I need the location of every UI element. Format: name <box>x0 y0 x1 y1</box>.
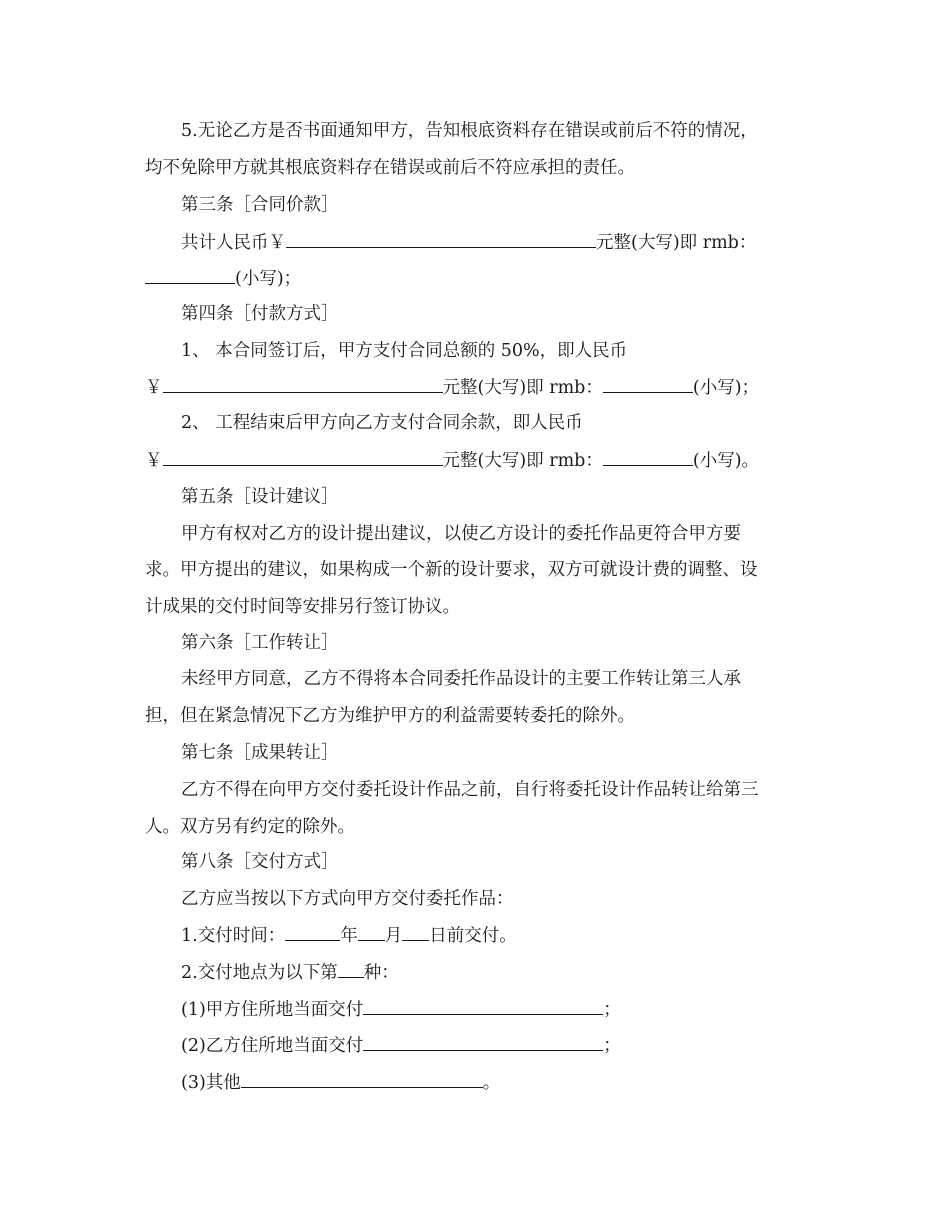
article-6-heading: 第六条［工作转让］ <box>181 633 339 653</box>
clause-5-line-2: 均不免除甲方就其根底资料存在错误或前后不符应承担的责任。 <box>145 158 635 178</box>
option-1-label: (1)甲方住所地当面交付 <box>181 1000 364 1020</box>
option-1-punct: ； <box>603 1000 621 1020</box>
payment-2-lowercase-blank <box>603 447 693 466</box>
delivery-place-line <box>181 959 399 986</box>
payment-2-rmb-label: 元整(大写)即 rmb： <box>442 451 603 471</box>
article-8-heading: 第八条［交付方式］ <box>181 852 339 872</box>
option-2-blank <box>363 1032 603 1051</box>
article-7-line-1: 乙方不得在向甲方交付委托设计作品之前，自行将委托设计作品转让给第三 <box>181 780 759 800</box>
delivery-place-label: 2.交付地点为以下第 <box>181 963 338 983</box>
yen-sign: ￥ <box>145 451 163 471</box>
article-6-line-1: 未经甲方同意，乙方不得将本合同委托作品设计的主要工作转让第三人承 <box>181 669 741 689</box>
payment-1-uppercase-blank <box>163 374 443 393</box>
clause-5-line-1: 5.无论乙方是否书面通知甲方，告知根底资料存在错误或前后不符的情况， <box>181 121 758 141</box>
option-2-line <box>181 1032 621 1059</box>
month-blank <box>358 922 385 941</box>
payment-1-line: 1、 本合同签订后，甲方支付合同总额的 50%，即人民币 <box>181 341 628 361</box>
article-7-line-2: 人。双方另有约定的除外。 <box>145 817 355 837</box>
yen-sign: ￥ <box>145 378 163 398</box>
price-lowercase-label: (小写)； <box>235 269 302 289</box>
article-5-line-3: 计成果的交付时间等安排另行签订协议。 <box>145 597 460 617</box>
payment-1-rmb-label: 元整(大写)即 rmb： <box>442 378 603 398</box>
price-rmb-label: 元整(大写)即 rmb： <box>596 233 757 253</box>
option-2-punct: ； <box>603 1036 621 1056</box>
article-7-heading: 第七条［成果转让］ <box>181 743 339 763</box>
article-8-intro: 乙方应当按以下方式向甲方交付委托作品： <box>181 889 514 909</box>
payment-2-lowercase-label: (小写)。 <box>692 451 760 471</box>
payment-1-amount-line <box>145 374 759 401</box>
payment-2-uppercase-blank <box>163 447 443 466</box>
month-label: 月 <box>384 926 403 946</box>
payment-2-line: 2、 工程结束后甲方向乙方支付合同余款，即人民币 <box>181 413 583 433</box>
article-5-heading: 第五条［设计建议］ <box>181 487 339 507</box>
option-suffix: 种： <box>363 963 399 983</box>
year-blank <box>285 922 340 941</box>
option-2-label: (2)乙方住所地当面交付 <box>181 1036 364 1056</box>
price-lowercase-blank <box>145 265 235 284</box>
payment-1-lowercase-blank <box>603 374 693 393</box>
option-3-line <box>181 1069 500 1096</box>
option-1-line <box>181 996 621 1023</box>
article-3-heading: 第三条［合同价款］ <box>181 195 339 215</box>
year-label: 年 <box>340 926 358 946</box>
article-5-line-2: 求。甲方提出的建议，如果构成一个新的设计要求，双方可就设计费的调整、设 <box>145 560 758 580</box>
option-3-label: (3)其他 <box>181 1073 241 1093</box>
day-label: 日前交付。 <box>429 926 517 946</box>
day-blank <box>402 922 429 941</box>
option-3-punct: 。 <box>482 1073 501 1093</box>
article-5-line-1: 甲方有权对乙方的设计提出建议，以使乙方设计的委托作品更符合甲方要 <box>181 524 741 544</box>
price-label: 共计人民币￥ <box>181 233 286 253</box>
option-3-blank <box>241 1069 483 1088</box>
payment-1-lowercase-label: (小写)； <box>692 378 760 398</box>
price-uppercase-blank <box>286 229 596 248</box>
price-lowercase-line <box>145 265 301 292</box>
option-1-blank <box>363 996 603 1015</box>
article-4-heading: 第四条［付款方式］ <box>181 304 339 324</box>
price-line <box>181 229 756 256</box>
delivery-time-label: 1.交付时间： <box>181 926 286 946</box>
article-6-line-2: 担，但在紧急情况下乙方为维护甲方的利益需要转委托的除外。 <box>145 706 635 726</box>
option-blank <box>338 959 364 978</box>
delivery-time-line <box>181 922 517 949</box>
payment-2-amount-line <box>145 447 759 474</box>
